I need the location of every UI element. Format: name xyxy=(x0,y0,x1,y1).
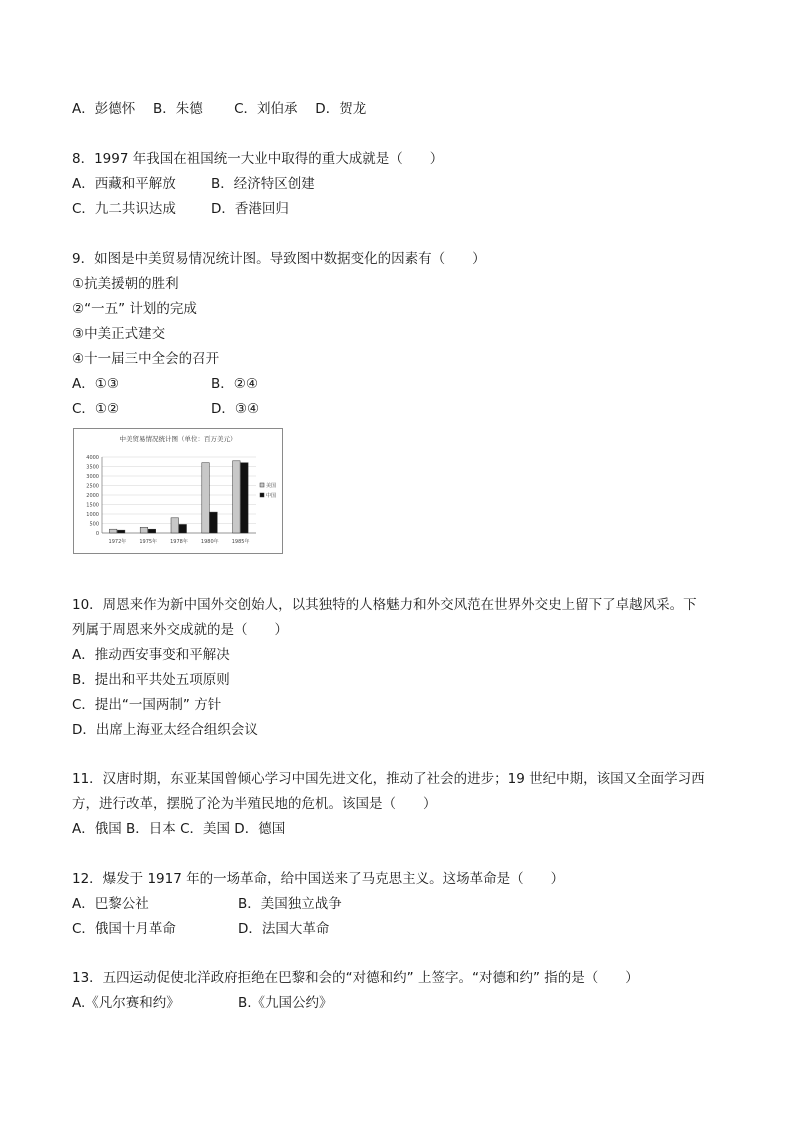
chart-ytick-label: 0 xyxy=(95,531,99,537)
chart-ytick-label: 2000 xyxy=(86,493,99,499)
q11-stem-line2: 方，进行改革，摆脱了沦为半殖民地的危机。该国是（ ） xyxy=(72,796,437,812)
chart-bar-china xyxy=(148,529,156,533)
q9-option-b: B．②④ xyxy=(211,376,258,392)
chart-bar-china xyxy=(210,512,218,533)
chart-bar-usa xyxy=(140,527,148,533)
q10-option-b: B．提出和平共处五项原则 xyxy=(72,672,230,688)
q8-option-c: C．九二共识达成 xyxy=(72,201,176,217)
chart-ytick-label: 3000 xyxy=(86,474,99,480)
chart-bar-usa xyxy=(233,461,241,533)
chart-xtick-label: 1985年 xyxy=(231,539,250,545)
chart-xtick-label: 1978年 xyxy=(170,539,188,545)
trade-chart-svg xyxy=(74,429,282,553)
q13-option-b: B.《九国公约》 xyxy=(238,995,333,1011)
chart-xtick-label: 1972年 xyxy=(108,539,127,545)
chart-ytick-label: 4000 xyxy=(86,455,99,461)
q12-stem: 12．爆发于 1917 年的一场革命，给中国送来了马克思主义。这场革命是（ ） xyxy=(72,871,565,887)
q10-option-d: D．出席上海亚太经合组织会议 xyxy=(72,722,258,738)
chart-bar-china xyxy=(179,524,187,533)
q11-options: A．俄国 B．日本 C．美国 D．德国 xyxy=(72,821,286,837)
q8-option-a: A．西藏和平解放 xyxy=(72,176,176,192)
q10-stem-line2: 列属于周恩来外交成就的是（ ） xyxy=(72,622,288,638)
q9-item-3: ③中美正式建交 xyxy=(72,326,166,342)
chart-legend-label: 中国 xyxy=(266,493,277,499)
q9-stem: 9．如图是中美贸易情况统计图。导致图中数据变化的因素有（ ） xyxy=(72,251,486,267)
q10-option-c: C．提出“一国两制” 方针 xyxy=(72,697,222,713)
q13-stem: 13．五四运动促使北洋政府拒绝在巴黎和会的“对德和约” 上签字。“对德和约” 指的是（ ） xyxy=(72,970,639,986)
q9-item-4: ④十一届三中全会的召开 xyxy=(72,351,220,367)
q12-option-d: D．法国大革命 xyxy=(238,921,330,937)
q8-option-b: B．经济特区创建 xyxy=(211,176,315,192)
q11-stem-line1: 11．汉唐时期，东亚某国曾倾心学习中国先进文化，推动了社会的进步；19 世纪中期，该国又全面学习西 xyxy=(72,771,705,787)
chart-bar-usa xyxy=(202,463,210,533)
chart-bar-usa xyxy=(109,529,117,533)
q7-options: A．彭德怀 B．朱德 C．刘伯承 D．贺龙 xyxy=(72,101,367,117)
chart-title: 中美贸易情况统计图（单位：百万美元） xyxy=(119,435,237,443)
chart-xtick-label: 1975年 xyxy=(139,539,158,545)
chart-ytick-label: 3500 xyxy=(86,464,99,471)
chart-xtick-label: 1980年 xyxy=(200,539,219,545)
q9-item-2: ②“一五” 计划的完成 xyxy=(72,301,197,317)
q12-option-b: B．美国独立战争 xyxy=(238,896,342,912)
chart-ytick-label: 2500 xyxy=(86,483,99,490)
q9-item-1: ①抗美援朝的胜利 xyxy=(72,276,179,292)
chart-bar-china xyxy=(117,530,125,533)
q13-option-a: A.《凡尔赛和约》 xyxy=(72,995,180,1011)
q10-stem-line1: 10．周恩来作为新中国外交创始人，以其独特的人格魅力和外交风范在世界外交史上留下了卓越风采。下 xyxy=(72,597,697,613)
chart-ytick-label: 500 xyxy=(89,521,99,528)
chart-bar-china xyxy=(241,463,249,533)
chart-legend-swatch xyxy=(260,483,264,487)
chart-ytick-label: 1500 xyxy=(86,502,99,509)
q9-option-a: A．①③ xyxy=(72,376,119,392)
q8-stem: 8．1997 年我国在祖国统一大业中取得的重大成就是（ ） xyxy=(72,151,444,167)
q12-option-c: C．俄国十月革命 xyxy=(72,921,176,937)
trade-chart xyxy=(73,428,283,554)
chart-legend-label: 美国 xyxy=(266,483,277,489)
q9-option-c: C．①② xyxy=(72,401,120,417)
chart-ytick-label: 1000 xyxy=(86,512,99,518)
q10-option-a: A．推动西安事变和平解决 xyxy=(72,647,230,663)
q8-option-d: D．香港回归 xyxy=(211,201,289,217)
chart-legend-swatch xyxy=(260,493,264,497)
q12-option-a: A．巴黎公社 xyxy=(72,896,149,912)
q9-option-d: D．③④ xyxy=(211,401,260,417)
chart-bar-usa xyxy=(171,518,179,533)
